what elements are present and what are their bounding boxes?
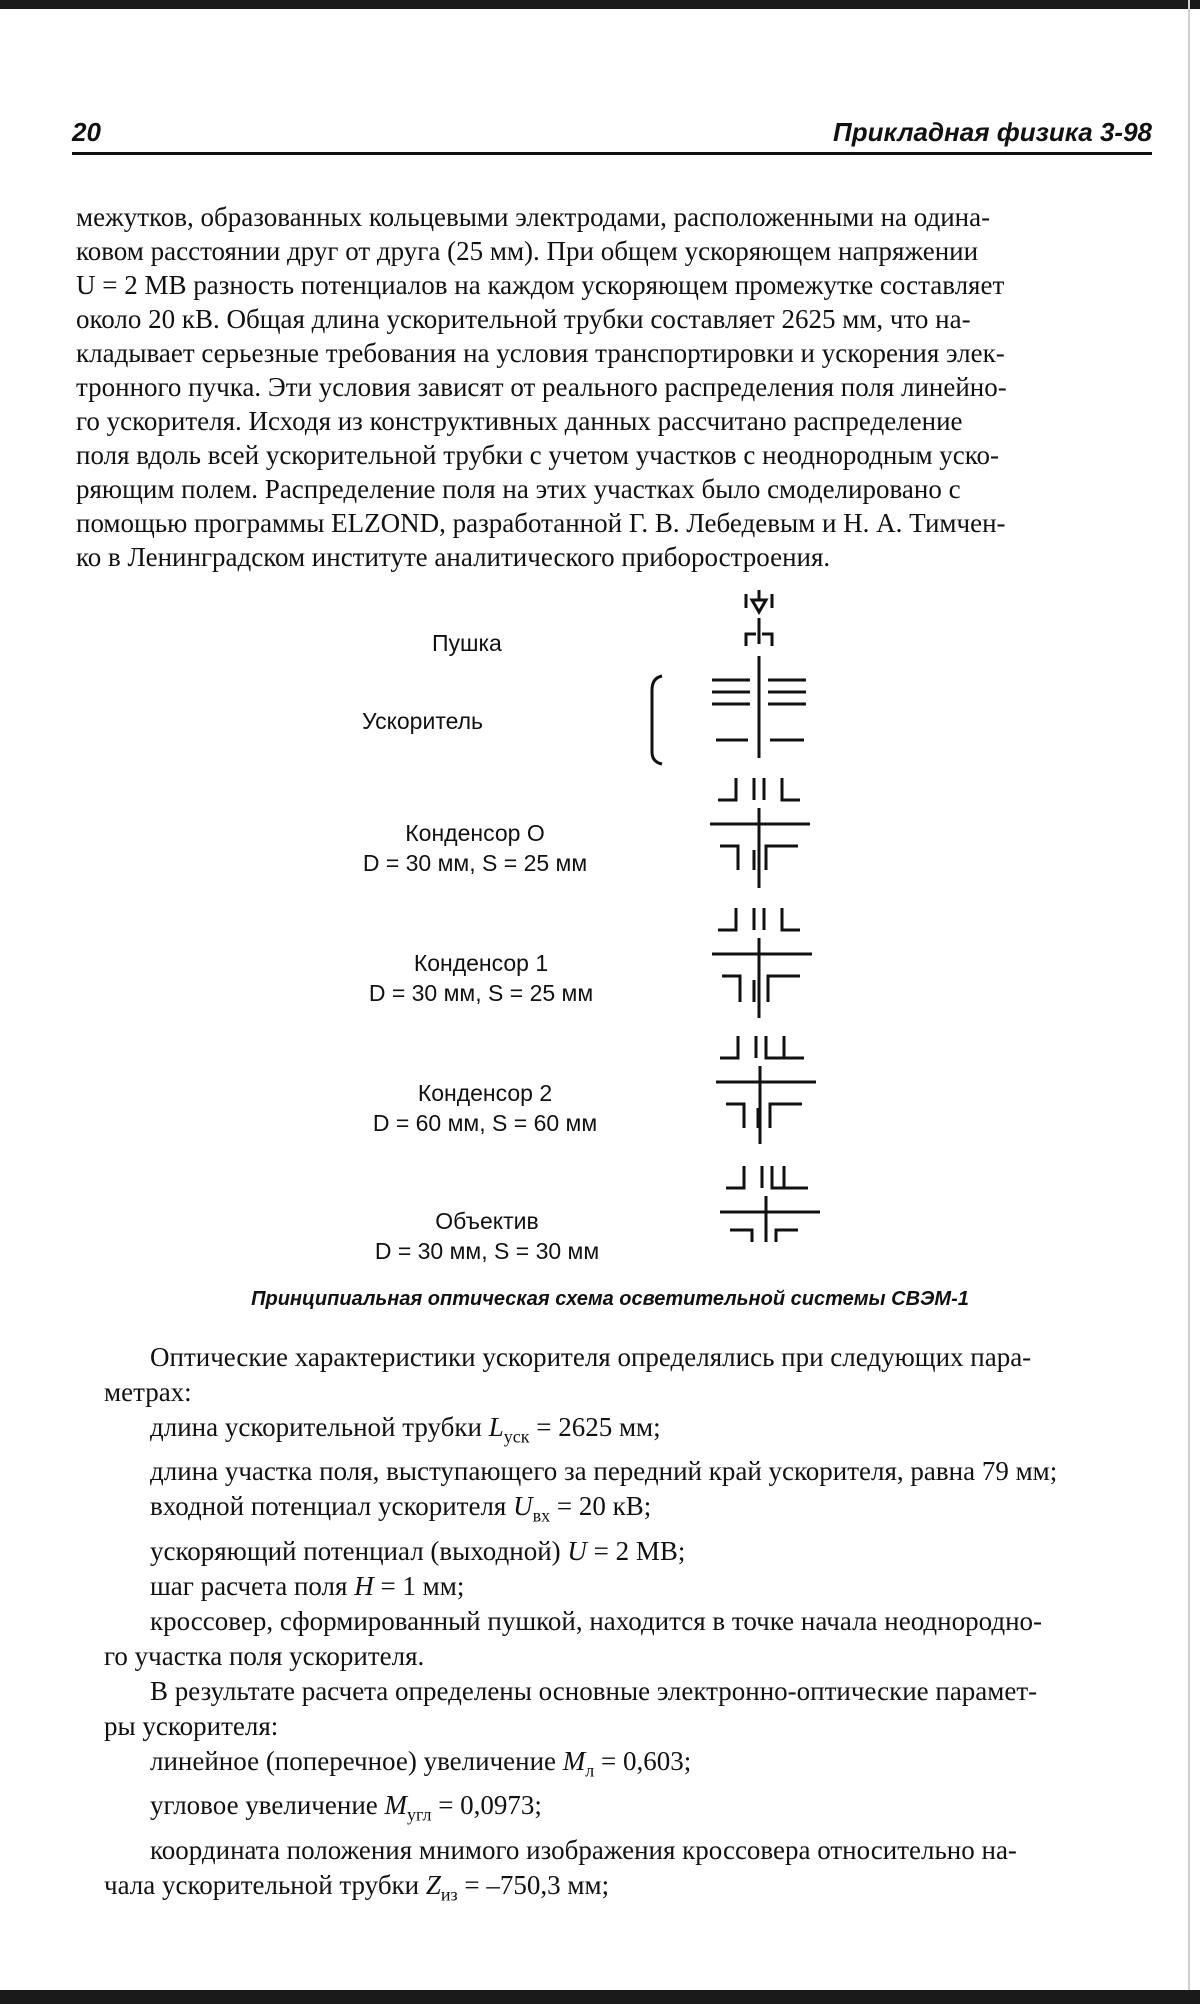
condenser-2-symbol — [716, 1036, 816, 1144]
text-line: кроссовер, сформированный пушкой, находится в точке начала неоднородно- — [150, 1605, 1043, 1636]
text-line: кладывает серьезные требования на условия транспортировки и ускорения элек- — [76, 338, 1005, 368]
text-line: В результате расчета определены основные электронно-оптические парамет- — [150, 1675, 1038, 1706]
text-line: го ускорителя. Исходя из конструктивных данных рассчитано распределение — [76, 406, 963, 436]
page-number: 20 — [72, 117, 101, 147]
condenser-0-label — [334, 818, 616, 878]
condenser-2-label — [344, 1078, 626, 1138]
text-line: около 20 кВ. Общая длина ускорительной трубки составляет 2625 мм, что на- — [76, 304, 971, 334]
condenser-2-params: D = 60 мм, S = 60 мм — [372, 1110, 598, 1136]
param-input-potential: входной потенциал ускорителя $U_{вх} = 20$ кВ; — [150, 1491, 652, 1526]
condenser-1-params: D = 30 мм, S = 25 мм — [368, 980, 594, 1006]
text-line: Оптические характеристики ускорителя определялись при следующих пара- — [150, 1342, 1032, 1372]
text-line: ры ускорителя: — [104, 1710, 279, 1741]
gun-symbol — [746, 590, 772, 646]
condenser-1-symbol — [712, 908, 812, 1018]
condenser-2-name: Конденсор 2 — [417, 1080, 553, 1106]
optical-scheme-drawing — [380, 588, 860, 1278]
condenser-0-params: D = 30 мм, S = 25 мм — [362, 850, 588, 876]
text-line: помощью программы ELZOND, разработанной Г. В. Лебедевым и Н. А. Тимчен- — [76, 508, 1006, 538]
text-line: тронного пучка. Эти условия зависят от реального распределения поля линейно- — [76, 372, 1007, 402]
text-line: го участка поля ускорителя. — [104, 1640, 425, 1671]
text-line: ко в Ленинградском институте аналитического приборостроения. — [76, 542, 831, 572]
gun-label: Пушка — [432, 630, 502, 656]
text-line: поля вдоль всей ускорительной трубки с учетом участков с неоднородным уско- — [76, 440, 1000, 470]
accelerator-label: Ускоритель — [362, 708, 484, 734]
param-field-extension: длина участка поля, выступающего за передний край ускорителя, равна 79 мм; — [150, 1456, 1058, 1487]
scan-border-bottom — [0, 1990, 1200, 2004]
intro-paragraph — [76, 200, 1158, 574]
result-image-coordinate: чала ускорительной трубки $Z_{из} = -750,3$ мм; — [104, 1869, 610, 1904]
objective-label — [346, 1206, 628, 1266]
scan-border-top — [0, 0, 1200, 9]
param-output-potential: ускоряющий потенциал (выходной) U = 2 МВ; — [150, 1535, 686, 1566]
parameters-section — [104, 1340, 1168, 1912]
text-line: ряющим полем. Распределение поля на этих участках было смоделировано с — [76, 474, 961, 504]
param-tube-length: длина ускорительной трубки $L_{уск} = 2625$ мм; — [150, 1412, 661, 1447]
text-line: координата положения мнимого изображения кроссовера относительно на- — [150, 1834, 1017, 1865]
condenser-0-symbol — [710, 778, 810, 888]
param-step: шаг расчета поля H = 1 мм; — [150, 1570, 465, 1601]
condenser-1-label — [340, 948, 622, 1008]
accelerator-symbol — [652, 656, 806, 764]
condenser-1-name: Конденсор 1 — [413, 950, 549, 976]
result-linear-magnification: линейное (поперечное) увеличение $M_л = 0,603$; — [150, 1745, 692, 1781]
text-line: метрах: — [104, 1377, 192, 1407]
page-header — [72, 108, 1152, 155]
journal-title: Прикладная физика 3-98 — [833, 117, 1152, 147]
result-angular-magnification: угловое увеличение $M_{угл} = 0,0973$; — [150, 1790, 542, 1825]
text-line: U = 2 МВ разность потенциалов на каждом ускоряющем промежутке составляет — [76, 270, 1005, 300]
scan-border-right — [1188, 0, 1190, 2004]
text-line: межутков, образованных кольцевыми электродами, расположенными на одина- — [76, 202, 991, 232]
condenser-0-name: Конденсор О — [405, 820, 545, 846]
objective-params: D = 30 мм, S = 30 мм — [374, 1238, 600, 1264]
text-line: ковом расстоянии друг от друга (25 мм). При общем ускоряющем напряжении — [76, 236, 979, 266]
objective-name: Объектив — [435, 1208, 539, 1234]
figure-caption: Принципиальная оптическая схема осветительной системы СВЭМ-1 — [251, 1288, 969, 1310]
objective-symbol — [720, 1166, 820, 1242]
optical-scheme-figure — [362, 588, 860, 1278]
